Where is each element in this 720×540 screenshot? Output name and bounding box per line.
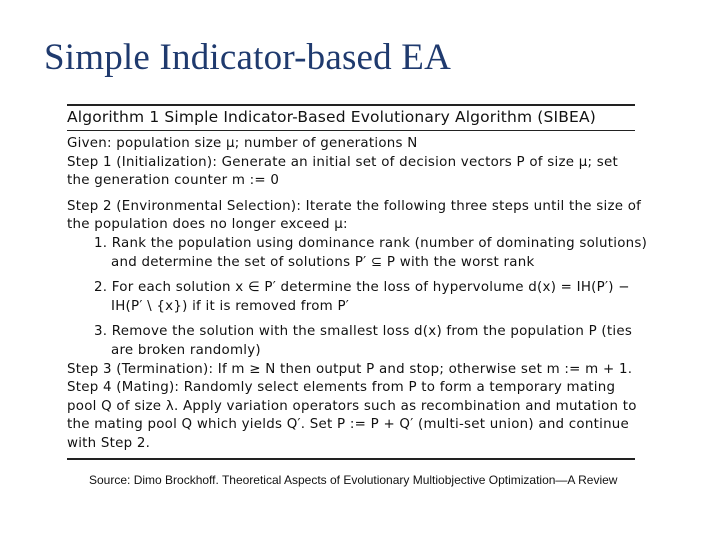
bottom-rule [67, 458, 635, 460]
algorithm-line-step1: Step 1 (Initialization): Generate an initial set of decision vectors P of size μ; set [67, 154, 618, 170]
algorithm-header: Algorithm 1 Simple Indicator-Based Evolutionary Algorithm (SIBEA) [67, 108, 596, 126]
algorithm-substep-2: 2. For each solution x ∈ P′ determine the loss of hypervolume d(x) = IH(P′) − [94, 280, 630, 296]
algorithm-line-step1-cont: the generation counter m := 0 [67, 173, 280, 189]
algorithm-substep-2-cont: IH(P′ \ {x}) if it is removed from P′ [111, 298, 350, 314]
algorithm-line-step4-cont1: pool Q of size λ. Apply variation operators such as recombination and mutation to [67, 398, 637, 414]
algorithm-line-step2-cont: the population does no longer exceed μ: [67, 217, 348, 233]
slide-title: Simple Indicator-based EA [44, 37, 452, 78]
algorithm-substep-3-cont: are broken randomly) [111, 342, 261, 358]
algorithm-substep-1: 1. Rank the population using dominance rank (number of dominating solutions) [94, 235, 648, 251]
source-citation: Source: Dimo Brockhoff. Theoretical Aspects of Evolutionary Multiobjective Optimization—A Review [89, 473, 618, 487]
algorithm-line-given: Given: population size μ; number of generations N [67, 136, 418, 151]
algorithm-line-step4-cont3: with Step 2. [67, 435, 151, 451]
algorithm-line-step2: Step 2 (Environmental Selection): Iterate the following three steps until the size of [67, 198, 642, 214]
algorithm-line-step3: Step 3 (Termination): If m ≥ N then output P and stop; otherwise set m := m + 1. [67, 361, 633, 377]
algorithm-line-step4-cont2: the mating pool Q which yields Q′. Set P := P + Q′ (multi-set union) and continue [67, 417, 630, 433]
algorithm-substep-3: 3. Remove the solution with the smallest loss d(x) from the population P (ties [94, 324, 633, 340]
algorithm-substep-1-cont: and determine the set of solutions P′ ⊆ P with the worst rank [111, 254, 535, 270]
algorithm-body [67, 131, 648, 454]
algorithm-line-step4: Step 4 (Mating): Randomly select elements from P to form a temporary mating [67, 380, 616, 396]
algorithm-box [67, 104, 648, 460]
